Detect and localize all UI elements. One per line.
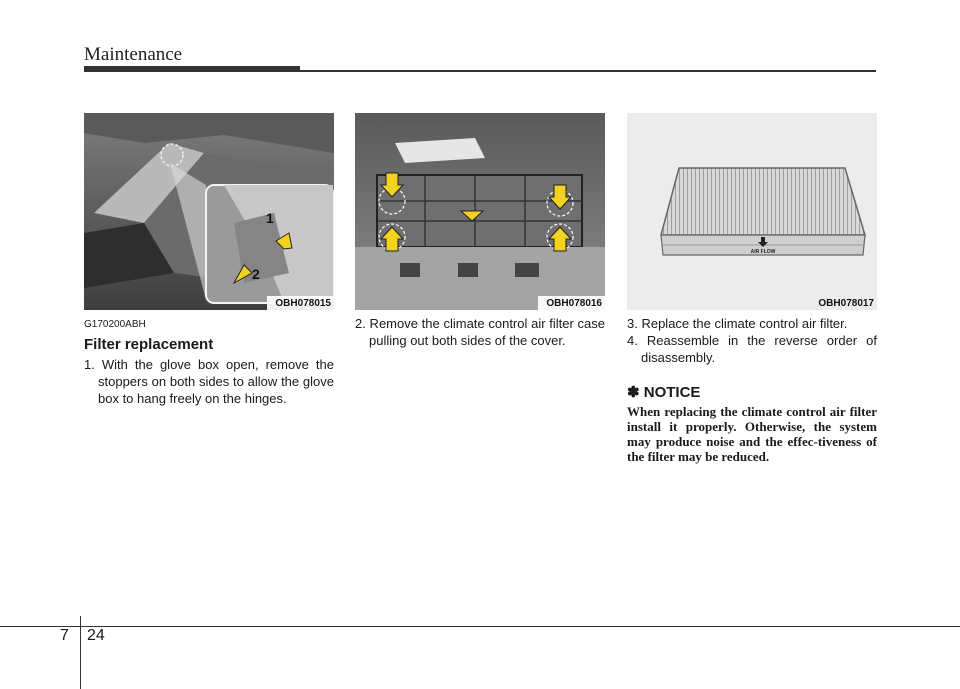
page-number: 24 <box>87 627 105 644</box>
figure-code: OBH078017 <box>818 298 874 309</box>
callout-1: 1 <box>266 210 274 226</box>
notice-text: When replacing the climate control air filter install it properly. Otherwise, the system may produce noise and the effec-tiveness of the filter may be reduced. <box>627 404 877 464</box>
filter-replacement-heading: Filter replacement <box>84 336 214 353</box>
air-filter-illustration <box>627 113 877 310</box>
header-bar <box>84 66 300 72</box>
callout-2: 2 <box>252 266 260 282</box>
figure-code: OBH078015 <box>267 296 334 310</box>
glove-box-illustration <box>84 113 334 310</box>
column-right <box>627 315 877 464</box>
footer-divider <box>80 616 81 689</box>
header-rule <box>300 70 876 72</box>
step-2: 2. Remove the climate control air filter case pulling out both sides of the cover. <box>355 316 605 348</box>
filter-case-illustration <box>355 113 605 310</box>
footer-rule <box>0 626 960 627</box>
column-left <box>84 315 334 407</box>
air-flow-label: AIR FLOW <box>750 249 776 255</box>
figure-filter-case <box>355 113 605 310</box>
step-4: 4. Reassemble in the reverse order of disassembly. <box>627 333 877 365</box>
step-3: 3. Replace the climate control air filter. <box>627 316 848 331</box>
section-title: Maintenance <box>84 44 183 65</box>
notice-heading: ✽ NOTICE <box>627 384 701 401</box>
column-middle <box>355 315 605 349</box>
step-1: 1. With the glove box open, remove the stoppers on both sides to allow the glove box to hang freely on the hinges. <box>84 357 334 406</box>
document-code: G170200ABH <box>84 319 146 330</box>
figure-code: OBH078016 <box>538 296 605 310</box>
figure-air-filter <box>627 113 877 310</box>
chapter-number: 7 <box>60 627 69 644</box>
figure-glove-box <box>84 113 334 310</box>
